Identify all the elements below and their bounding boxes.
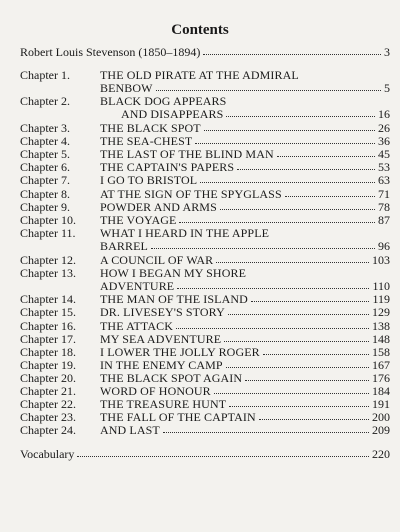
dot-leader	[285, 196, 375, 197]
dot-leader	[245, 380, 369, 381]
chapter-title: THE CAPTAIN'S PAPERS	[100, 160, 235, 174]
page-number: 103	[372, 253, 390, 267]
page-number: 158	[372, 345, 390, 359]
toc-line	[20, 174, 390, 187]
dot-leader	[163, 432, 369, 433]
dot-leader	[224, 341, 369, 342]
dot-leader	[251, 301, 369, 302]
toc-line	[20, 267, 390, 280]
chapter-label: Chapter 24.	[20, 423, 76, 437]
page-number: 110	[372, 279, 390, 293]
page-number: 96	[378, 239, 390, 253]
page-number: 167	[372, 358, 390, 372]
chapter-title: POWDER AND ARMS	[100, 200, 217, 214]
dot-leader	[237, 169, 375, 170]
chapter-title: MY SEA ADVENTURE	[100, 332, 222, 346]
chapter-title: THE VOYAGE	[100, 213, 177, 227]
chapter-label: Chapter 9.	[20, 200, 70, 214]
page-number: 176	[372, 371, 390, 385]
chapter-title-continued: ADVENTURE	[100, 279, 175, 293]
page-number: 3	[384, 45, 390, 59]
chapter-label: Chapter 6.	[20, 160, 70, 174]
chapter-title: DR. LIVESEY'S STORY	[100, 305, 225, 319]
chapter-label: Chapter 2.	[20, 94, 70, 108]
chapter-title-continued: AND DISAPPEARS	[121, 107, 224, 121]
chapter-label: Chapter 11.	[20, 226, 76, 240]
chapter-label: Chapter 12.	[20, 253, 76, 267]
page-number: 71	[378, 187, 390, 201]
chapter-title-continued: BARREL	[100, 239, 148, 253]
page-number: 138	[372, 319, 390, 333]
chapter-title: THE OLD PIRATE AT THE ADMIRAL	[100, 68, 299, 82]
dot-leader	[277, 156, 375, 157]
dot-leader	[77, 456, 369, 457]
chapter-title: THE TREASURE HUNT	[100, 397, 227, 411]
chapter-label: Chapter 8.	[20, 187, 70, 201]
chapter-title: IN THE ENEMY CAMP	[100, 358, 223, 372]
toc-line	[20, 306, 390, 319]
page-title: Contents	[171, 22, 229, 38]
chapter-label: Chapter 19.	[20, 358, 76, 372]
chapter-label: Chapter 20.	[20, 371, 76, 385]
page-number: 191	[372, 397, 390, 411]
chapter-label: Chapter 1.	[20, 68, 70, 82]
dot-leader	[220, 209, 375, 210]
dot-leader	[263, 354, 369, 355]
toc-line	[20, 46, 390, 59]
chapter-title: THE MAN OF THE ISLAND	[100, 292, 248, 306]
chapter-label: Chapter 22.	[20, 397, 76, 411]
dot-leader	[229, 406, 369, 407]
page-number: 16	[378, 107, 390, 121]
page-number: 45	[378, 147, 390, 161]
chapter-label: Chapter 16.	[20, 319, 76, 333]
chapter-label: Chapter 3.	[20, 121, 70, 135]
chapter-label: Chapter 17.	[20, 332, 76, 346]
chapter-label: Chapter 14.	[20, 292, 76, 306]
page-number: 63	[378, 173, 390, 187]
chapter-title: THE BLACK SPOT	[100, 121, 201, 135]
toc-line	[20, 108, 390, 121]
chapter-title: AND LAST	[100, 423, 160, 437]
dot-leader	[179, 222, 375, 223]
chapter-title: THE FALL OF THE CAPTAIN	[100, 410, 256, 424]
page-number: 129	[372, 305, 390, 319]
page-number: 220	[372, 447, 390, 461]
chapter-title: HOW I BEGAN MY SHORE	[100, 266, 246, 280]
dot-leader	[200, 182, 375, 183]
chapter-label: Chapter 18.	[20, 345, 76, 359]
chapter-label: Chapter 13.	[20, 266, 76, 280]
chapter-title-continued: BENBOW	[100, 81, 153, 95]
page-number: 209	[372, 423, 390, 437]
dot-leader	[226, 116, 375, 117]
toc-line	[20, 240, 390, 253]
toc-line	[20, 448, 390, 461]
chapter-label: Chapter 5.	[20, 147, 70, 161]
dot-leader	[203, 54, 381, 55]
page-number: 200	[372, 410, 390, 424]
dot-leader	[151, 248, 375, 249]
toc-line	[20, 161, 390, 174]
chapter-title: A COUNCIL OF WAR	[100, 253, 214, 267]
dot-leader	[176, 328, 369, 329]
dot-leader	[156, 90, 381, 91]
chapter-label: Chapter 7.	[20, 173, 70, 187]
chapter-title: I GO TO BRISTOL	[100, 173, 198, 187]
chapter-label: Chapter 23.	[20, 410, 76, 424]
dot-leader	[177, 288, 369, 289]
dot-leader	[259, 419, 369, 420]
dot-leader	[204, 130, 375, 131]
chapter-label: Chapter 15.	[20, 305, 76, 319]
chapter-title: WORD OF HONOUR	[100, 384, 211, 398]
page-number: 148	[372, 332, 390, 346]
dot-leader	[195, 143, 375, 144]
toc-line	[20, 122, 390, 135]
chapter-title: THE SEA-CHEST	[100, 134, 193, 148]
dot-leader	[216, 262, 369, 263]
chapter-title: AT THE SIGN OF THE SPYGLASS	[100, 187, 282, 201]
page-number: 5	[384, 81, 390, 95]
dot-leader	[214, 393, 369, 394]
page-number: 26	[378, 121, 390, 135]
page-number: 184	[372, 384, 390, 398]
chapter-label: Chapter 4.	[20, 134, 70, 148]
chapter-label: Chapter 21.	[20, 384, 76, 398]
toc-line	[20, 227, 390, 240]
page-number: 36	[378, 134, 390, 148]
dot-leader	[228, 314, 369, 315]
page-number: 87	[378, 213, 390, 227]
toc-line	[20, 69, 390, 82]
dot-leader	[226, 367, 369, 368]
chapter-title: BLACK DOG APPEARS	[100, 94, 227, 108]
chapter-title: THE ATTACK	[100, 319, 174, 333]
chapter-title: I LOWER THE JOLLY ROGER	[100, 345, 260, 359]
chapter-title: THE LAST OF THE BLIND MAN	[100, 147, 274, 161]
page-number: 119	[372, 292, 390, 306]
chapter-title: WHAT I HEARD IN THE APPLE	[100, 226, 270, 240]
page-number: 53	[378, 160, 390, 174]
chapter-title: THE BLACK SPOT AGAIN	[100, 371, 243, 385]
page-number: 78	[378, 200, 390, 214]
toc-line	[20, 424, 390, 437]
vocabulary-title: Vocabulary	[20, 447, 75, 461]
chapter-label: Chapter 10.	[20, 213, 76, 227]
preface-title: Robert Louis Stevenson (1850–1894)	[20, 45, 201, 59]
